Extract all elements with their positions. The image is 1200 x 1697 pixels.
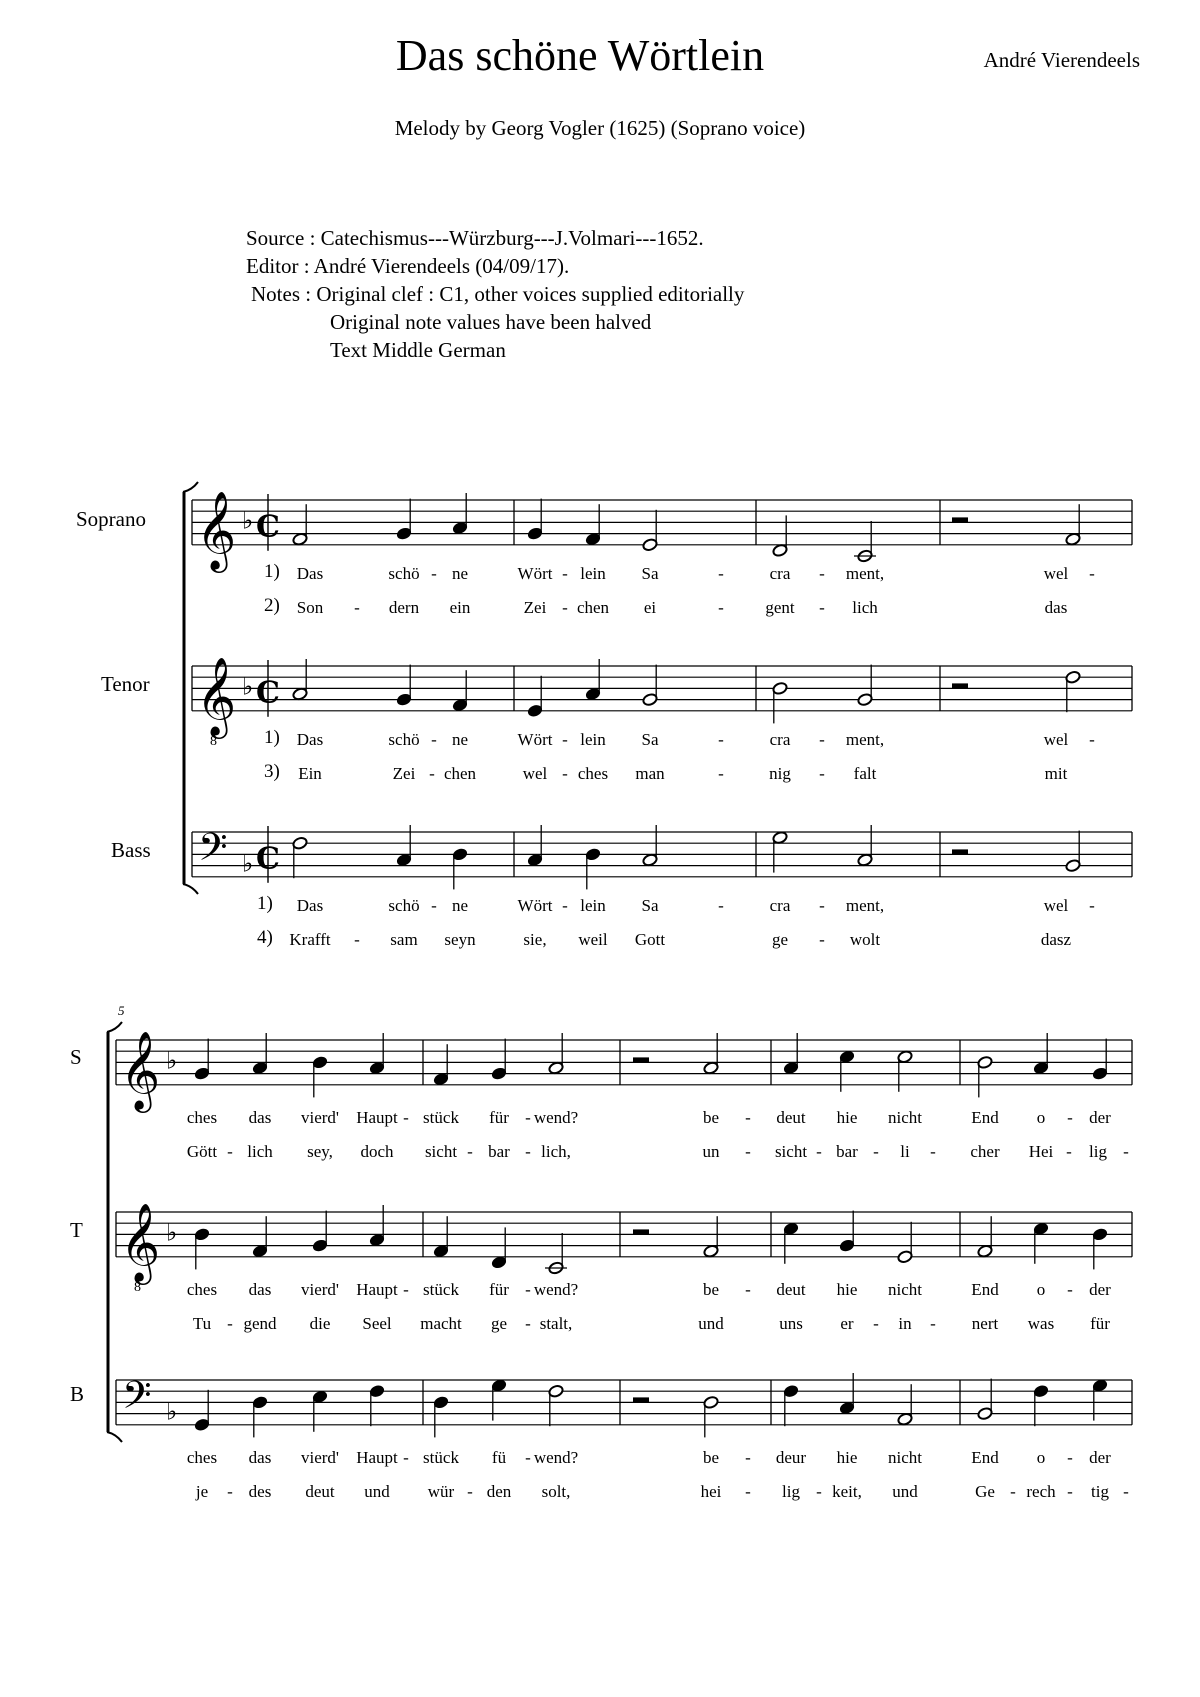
lyric-hyphen: - [227,1482,233,1501]
lyric-syllable: sie, [523,930,547,949]
lyric-hyphen: - [525,1314,531,1333]
lyric-syllable: wel [1043,896,1069,915]
lyric-hyphen: - [816,1142,822,1161]
lyric-hyphen: - [1123,1142,1129,1161]
lyric-syllable: der [1089,1448,1111,1467]
lyric-syllable: das [248,1280,272,1299]
lyric-hyphen: - [403,1280,409,1299]
lyric-syllable: nicht [888,1280,922,1299]
lyric-syllable: für [1090,1314,1110,1333]
half-rest-icon [633,1397,649,1402]
lyric-hyphen: - [1089,564,1095,583]
source-note: Source : Catechismus---Würzburg---J.Volmari---1652. [246,226,704,250]
lyric-syllable: Zei [523,598,547,617]
lyric-syllable: und [698,1314,724,1333]
lyric-hyphen: - [227,1314,233,1333]
lyric-syllable: chen [576,598,610,617]
lyric-syllable: ches [186,1448,218,1467]
lyric-syllable: das [248,1108,272,1127]
lyric-hyphen: - [819,896,825,915]
lyric-syllable: ge [490,1314,508,1333]
lyric-syllable: wür [427,1482,455,1501]
lyric-syllable: wolt [849,930,881,949]
lyric-syllable: Krafft [289,930,331,949]
lyric-syllable: Zei [392,764,416,783]
lyric-syllable: ein [449,598,471,617]
lyric-syllable: sicht [774,1142,808,1161]
measure-number: 5 [118,1003,125,1018]
cut-time-icon: C [256,841,280,877]
bracket-hook [183,884,198,894]
lyric-syllable: Wört [517,896,553,915]
lyric-syllable: deut [776,1108,806,1127]
lyric-syllable: tig [1091,1482,1109,1501]
lyric-hyphen: - [819,930,825,949]
instrument-tenor: Tenor [101,672,150,696]
lyric-syllable: ches [577,764,609,783]
lyric-syllable: ment, [845,730,885,749]
lyric-syllable: un [702,1142,720,1161]
lyric-syllable: und [892,1482,918,1501]
lyric-hyphen: - [819,730,825,749]
lyric-syllable: keit, [832,1482,862,1501]
page-title: Das schöne Wörtlein [395,31,765,80]
lyric-syllable: ne [451,730,469,749]
lyric-syllable: lig [1089,1142,1107,1161]
lyric-syllable: rech [1026,1482,1056,1501]
lyric-hyphen: - [718,564,724,583]
lyric-hyphen: - [525,1448,531,1467]
lyric-hyphen: - [930,1142,936,1161]
treble-clef-icon: 𝄞 [120,1202,161,1282]
lyric-hyphen: - [819,564,825,583]
lyric-syllable: in [898,1314,912,1333]
lyric-hyphen: - [718,598,724,617]
lyric-syllable: Haupt [356,1108,398,1127]
lyric-syllable: und [364,1482,390,1501]
lyric-syllable: bar [488,1142,510,1161]
half-rest-icon [952,849,968,854]
treble-clef-icon: 𝄞 [120,1030,161,1110]
bracket-hook [107,1432,122,1442]
lyric-syllable: weil [578,930,608,949]
lyric-syllable: stück [423,1280,459,1299]
lyric-syllable: wel [522,764,548,783]
lyric-hyphen: - [1067,1448,1073,1467]
lyric-hyphen: - [467,1482,473,1501]
composer: André Vierendeels [983,48,1140,72]
lyric-syllable: gend [243,1314,277,1333]
lyric-syllable: fü [491,1448,507,1467]
lyric-syllable: o [1036,1280,1046,1299]
lyric-hyphen: - [1010,1482,1016,1501]
lyric-syllable: der [1089,1108,1111,1127]
lyric-syllable: seyn [444,930,476,949]
lyric-syllable: stück [423,1448,459,1467]
lyric-syllable: Ge [975,1482,995,1501]
lyric-syllable: Son [296,598,324,617]
lyric-syllable: li [900,1142,910,1161]
lyric-syllable: für [489,1280,509,1299]
lyric-syllable: mit [1044,764,1068,783]
verse-number: 3) [264,761,280,782]
lyric-syllable: Seel [362,1314,392,1333]
flat-icon: ♭ [166,1046,178,1075]
lyric-syllable: nicht [888,1448,922,1467]
lyric-hyphen: - [718,730,724,749]
lyric-syllable: je [195,1482,209,1501]
lyric-syllable: falt [853,764,877,783]
lyric-hyphen: - [745,1448,751,1467]
lyric-syllable: das [248,1448,272,1467]
lyric-syllable: be [702,1108,720,1127]
lyric-syllable: ei [643,598,657,617]
lyric-syllable: doch [360,1142,394,1161]
lyric-hyphen: - [873,1142,879,1161]
lyric-syllable: lich, [541,1142,571,1161]
lyric-syllable: Ein [298,764,322,783]
instrument-t: T [70,1218,83,1242]
lyric-syllable: sicht [424,1142,458,1161]
lyric-hyphen: - [431,564,437,583]
verse-number: 4) [257,927,273,948]
lyric-hyphen: - [745,1280,751,1299]
lyric-hyphen: - [816,1482,822,1501]
lyric-syllable: solt, [541,1482,571,1501]
flat-icon: ♭ [242,506,254,535]
lyric-syllable: Wört [517,730,553,749]
lyric-hyphen: - [1123,1482,1129,1501]
lyric-syllable: man [635,764,665,783]
lyric-hyphen: - [1066,1142,1072,1161]
lyric-hyphen: - [429,764,435,783]
lyric-syllable: dern [388,598,420,617]
lyric-syllable: vierd' [301,1280,339,1299]
lyric-hyphen: - [354,930,360,949]
lyric-syllable: stalt, [539,1314,573,1333]
lyric-syllable: cra [769,896,791,915]
lyric-syllable: End [971,1448,999,1467]
lyric-hyphen: - [745,1108,751,1127]
lyric-syllable: stück [423,1108,459,1127]
bass-clef-icon: 𝄢 [122,1372,152,1427]
lyric-syllable: wend? [533,1448,579,1467]
lyric-hyphen: - [562,896,568,915]
lyric-syllable: hei [700,1482,722,1501]
lyric-syllable: lich [247,1142,273,1161]
lyric-hyphen: - [819,764,825,783]
lyric-syllable: wel [1043,564,1069,583]
lyric-syllable: lein [580,564,606,583]
lyric-hyphen: - [467,1142,473,1161]
lyric-syllable: Gott [634,930,666,949]
flat-icon: ♭ [166,1218,178,1247]
lyric-hyphen: - [745,1142,751,1161]
lyric-syllable: sey, [307,1142,333,1161]
lyric-hyphen: - [562,564,568,583]
notes-line-3: Text Middle German [330,338,506,362]
lyric-syllable: cra [769,564,791,583]
treble-clef-icon: 𝄞 [196,656,237,736]
lyric-syllable: wend? [533,1108,579,1127]
lyric-syllable: be [702,1280,720,1299]
lyric-syllable: schö [388,896,420,915]
verse-number: 1) [257,893,273,914]
lyric-hyphen: - [562,764,568,783]
lyric-syllable: uns [779,1314,803,1333]
lyric-hyphen: - [819,598,825,617]
notes-line-2: Original note values have been halved [330,310,652,334]
notes-line-1: Notes : Original clef : C1, other voices supplied editorially [251,282,745,306]
lyric-syllable: macht [420,1314,462,1333]
lyric-syllable: hie [836,1108,858,1127]
lyric-syllable: nicht [888,1108,922,1127]
lyric-syllable: des [248,1482,272,1501]
lyric-syllable: den [486,1482,512,1501]
lyric-hyphen: - [403,1108,409,1127]
lyric-syllable: ment, [845,896,885,915]
verse-number: 2) [264,595,280,616]
lyric-syllable: End [971,1280,999,1299]
octave-8-label: 8 [210,733,217,749]
lyric-hyphen: - [525,1142,531,1161]
instrument-s: S [70,1045,82,1069]
lyric-syllable: lein [580,896,606,915]
lyric-syllable: o [1036,1448,1046,1467]
lyric-syllable: lich [852,598,878,617]
lyric-syllable: Sa [641,730,659,749]
lyric-syllable: Sa [641,896,659,915]
half-rest-icon [633,1229,649,1234]
lyric-syllable: lig [782,1482,800,1501]
lyric-syllable: vierd' [301,1108,339,1127]
lyric-hyphen: - [562,730,568,749]
lyric-syllable: End [971,1108,999,1127]
lyric-syllable: deut [305,1482,335,1501]
lyric-syllable: cher [970,1142,1000,1161]
lyric-syllable: o [1036,1108,1046,1127]
lyric-syllable: die [309,1314,331,1333]
lyric-syllable: wend? [533,1280,579,1299]
lyric-hyphen: - [525,1280,531,1299]
lyric-syllable: Wört [517,564,553,583]
lyric-hyphen: - [1089,896,1095,915]
lyric-syllable: das [1044,598,1068,617]
lyric-syllable: lein [580,730,606,749]
lyric-syllable: Das [296,564,324,583]
half-rest-icon [952,517,968,522]
lyric-syllable: nert [971,1314,999,1333]
lyric-hyphen: - [718,764,724,783]
lyric-syllable: schö [388,730,420,749]
lyric-syllable: Hei [1028,1142,1054,1161]
flat-icon: ♭ [242,849,254,878]
lyric-syllable: ne [451,896,469,915]
editor-note: Editor : André Vierendeels (04/09/17). [246,254,570,278]
cut-time-icon: C [256,675,280,711]
lyric-syllable: ment, [845,564,885,583]
lyric-syllable: Haupt [356,1280,398,1299]
lyric-syllable: für [489,1108,509,1127]
treble-clef-icon: 𝄞 [196,490,237,570]
lyric-hyphen: - [1067,1108,1073,1127]
lyric-hyphen: - [525,1108,531,1127]
instrument-bass: Bass [111,838,151,862]
subtitle: Melody by Georg Vogler (1625) (Soprano voice) [394,116,806,140]
instrument-soprano: Soprano [76,507,146,531]
lyric-hyphen: - [562,598,568,617]
lyric-syllable: Das [296,730,324,749]
lyric-hyphen: - [1067,1482,1073,1501]
half-rest-icon [952,683,968,688]
lyric-syllable: schö [388,564,420,583]
lyric-syllable: gent [765,598,795,617]
lyric-hyphen: - [873,1314,879,1333]
lyric-hyphen: - [227,1142,233,1161]
lyric-syllable: der [1089,1280,1111,1299]
cut-time-icon: C [256,509,280,545]
lyric-syllable: ches [186,1108,218,1127]
bass-clef-icon: 𝄢 [198,824,228,879]
lyric-hyphen: - [1067,1280,1073,1299]
lyric-syllable: chen [443,764,477,783]
flat-icon: ♭ [242,672,254,701]
octave-8-label: 8 [134,1279,141,1295]
lyric-syllable: ches [186,1280,218,1299]
lyric-syllable: er [840,1314,854,1333]
lyric-hyphen: - [745,1482,751,1501]
lyric-syllable: wel [1043,730,1069,749]
lyric-hyphen: - [1089,730,1095,749]
lyric-syllable: sam [390,930,418,949]
lyric-hyphen: - [354,598,360,617]
lyric-hyphen: - [403,1448,409,1467]
lyric-syllable: Haupt [356,1448,398,1467]
lyric-syllable: deut [776,1280,806,1299]
lyric-syllable: Tu [192,1314,212,1333]
lyric-hyphen: - [930,1314,936,1333]
lyric-syllable: deur [775,1448,807,1467]
lyric-syllable: was [1027,1314,1055,1333]
verse-number: 1) [264,561,280,582]
lyric-syllable: be [702,1448,720,1467]
instrument-b: B [70,1382,85,1406]
lyric-syllable: Sa [641,564,659,583]
lyric-syllable: bar [836,1142,858,1161]
verse-number: 1) [264,727,280,748]
flat-icon: ♭ [166,1397,178,1426]
lyric-hyphen: - [718,896,724,915]
lyric-syllable: nig [769,764,791,783]
lyric-syllable: ne [451,564,469,583]
lyric-syllable: hie [836,1448,858,1467]
lyric-syllable: dasz [1040,930,1072,949]
lyric-syllable: Gött [186,1142,218,1161]
lyric-hyphen: - [431,896,437,915]
lyric-syllable: hie [836,1280,858,1299]
lyric-syllable: cra [769,730,791,749]
lyric-hyphen: - [431,730,437,749]
lyric-syllable: Das [296,896,324,915]
half-rest-icon [633,1057,649,1062]
lyric-syllable: vierd' [301,1448,339,1467]
lyric-syllable: ge [771,930,789,949]
